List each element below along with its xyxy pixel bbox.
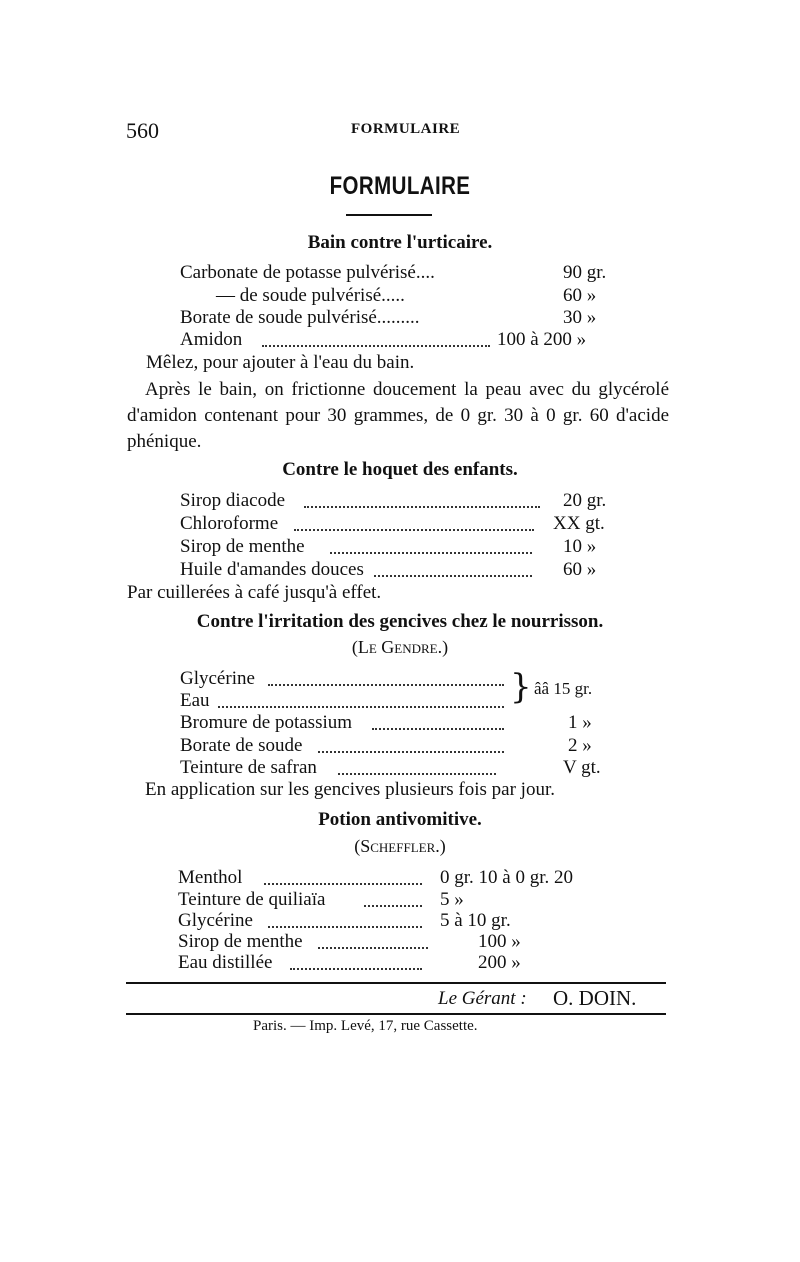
ingredient-name: Teinture de quiliaïa xyxy=(178,889,326,910)
ingredient-name: Chloroforme xyxy=(180,513,279,534)
page-number: 560 xyxy=(126,118,159,143)
ingredient-qty: 60 » xyxy=(563,559,597,580)
leader-dots xyxy=(364,903,422,907)
ingredient-qty: 60 » xyxy=(563,285,597,306)
ingredient-name: Sirop diacode xyxy=(180,490,286,511)
instruction-text: En application sur les gencives plusieurs fois par jour. xyxy=(145,779,555,800)
printer-imprint: Paris. — Imp. Levé, 17, rue Cassette. xyxy=(253,1018,478,1034)
ingredient-name: Glycérine xyxy=(180,668,255,689)
leader-dots xyxy=(218,704,504,708)
author-attribution: (Scheffler.) xyxy=(354,836,446,856)
ingredient-name: Sirop de menthe xyxy=(178,931,303,952)
ingredient-qty: 20 gr. xyxy=(563,490,607,511)
ingredient-name: — de soude pulvérisé..... xyxy=(216,285,405,306)
running-title: FORMULAIRE xyxy=(351,121,461,137)
ingredient-qty: 0 gr. 10 à 0 gr. 20 xyxy=(440,867,573,888)
leader-dots xyxy=(372,726,504,730)
ingredient-qty: V gt. xyxy=(563,757,601,778)
ingredient-name: Amidon xyxy=(180,329,243,350)
ingredient-qty: 1 » xyxy=(568,712,592,733)
ingredient-qty: 30 » xyxy=(563,307,597,328)
leader-dots xyxy=(330,550,532,554)
ingredient-name: Borate de soude xyxy=(180,735,303,756)
leader-dots xyxy=(268,682,504,686)
page-title: FORMULAIRE xyxy=(329,172,471,200)
leader-dots xyxy=(290,966,422,970)
title-rule xyxy=(346,214,432,216)
section-title-gencives: Contre l'irritation des gencives chez le nourrisson. xyxy=(196,611,604,632)
ingredient-qty: ââ 15 gr. xyxy=(534,679,593,698)
ingredient-qty: 200 » xyxy=(478,952,521,973)
ingredient-qty: 100 » xyxy=(478,931,521,952)
ingredient-name: Borate de soude pulvérisé......... xyxy=(180,307,420,328)
instruction-text: Mêlez, pour ajouter à l'eau du bain. xyxy=(146,352,415,373)
instruction-text: Par cuillerées à café jusqu'à effet. xyxy=(127,582,382,603)
ingredient-name: Eau xyxy=(180,690,210,711)
leader-dots xyxy=(262,343,490,347)
footer-rule-top xyxy=(126,982,666,984)
leader-dots xyxy=(338,771,496,775)
ingredient-name: Menthol xyxy=(178,867,243,888)
ingredient-name: Sirop de menthe xyxy=(180,536,305,557)
ingredient-name: Bromure de potassium xyxy=(180,712,353,733)
ingredient-name: Eau distillée xyxy=(178,952,273,973)
section-title-potion: Potion antivomitive. xyxy=(318,809,482,830)
leader-dots xyxy=(304,504,540,508)
leader-dots xyxy=(374,573,532,577)
leader-dots xyxy=(264,881,422,885)
ingredient-qty: 2 » xyxy=(568,735,592,756)
ingredient-qty: XX gt. xyxy=(553,513,605,534)
instruction-paragraph xyxy=(127,377,669,455)
ingredient-qty: 10 » xyxy=(563,536,597,557)
leader-dots xyxy=(268,924,422,928)
ingredient-qty: 100 à 200 » xyxy=(497,329,587,350)
ingredient-name: Glycérine xyxy=(178,910,253,931)
footer-rule-bottom xyxy=(126,1013,666,1015)
leader-dots xyxy=(318,749,504,753)
gerant-label: Le Gérant : xyxy=(438,988,527,1009)
gerant-name: O. DOIN. xyxy=(553,986,637,1010)
section-title-urticaire: Bain contre l'urticaire. xyxy=(307,232,493,253)
ingredient-qty: 5 à 10 gr. xyxy=(440,910,511,931)
instruction-text: Après le bain, on frictionne doucement la peau avec du glycérolé d'amidon contenant pour 30 grammes, de 0 gr. 30 à 0 gr. 60 d'acide phénique. xyxy=(127,379,669,452)
ingredient-qty: 90 gr. xyxy=(563,262,607,283)
leader-dots xyxy=(294,527,534,531)
ingredient-name: Carbonate de potasse pulvérisé.... xyxy=(180,262,435,283)
ingredient-name: Huile d'amandes douces xyxy=(180,559,364,580)
leader-dots xyxy=(318,945,428,949)
ingredient-qty: 5 » xyxy=(440,889,464,910)
ingredient-name: Teinture de safran xyxy=(180,757,317,778)
author-attribution: (Le Gendre.) xyxy=(351,637,449,657)
bracket-brace: } xyxy=(510,667,532,707)
section-title-hoquet: Contre le hoquet des enfants. xyxy=(282,459,518,480)
